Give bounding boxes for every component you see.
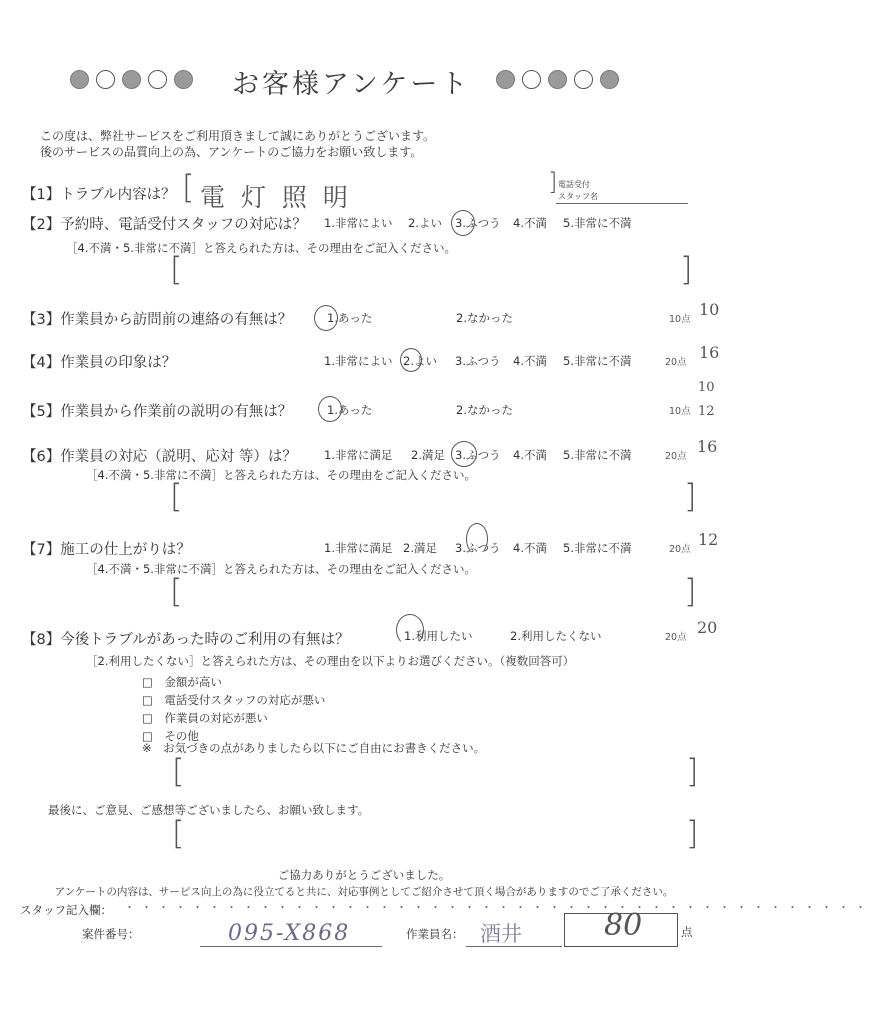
page-title: お客様アンケート — [232, 69, 471, 100]
q8-choice-4: □ その他 — [142, 729, 199, 743]
q4-option-4: 4.不満 — [513, 354, 547, 368]
staff-section-label: スタッフ記入欄： — [20, 903, 112, 917]
q6-option-5: 5.非常に不満 — [563, 448, 632, 462]
q8-bracket-left: [ — [172, 752, 185, 790]
closing-comment-prompt: 最後に、ご意見、ご感想等ございましたら、お願い致します。 — [48, 803, 370, 817]
q7-max-points: 20点 — [669, 544, 691, 555]
q6-option-1: 1.非常に満足 — [324, 448, 393, 462]
notice-message: アンケートの内容は、サービス向上の為に役立てると共に、対応事例としてご紹介させて頂く場合がありますのでご了承ください。 — [54, 886, 674, 898]
q8-max-points: 20点 — [665, 632, 687, 643]
q8-choice-1: □ 金額が高い — [142, 675, 222, 689]
q2-option-3: 3.ふつう — [455, 216, 501, 230]
q7-bracket-right: ] — [684, 572, 697, 610]
q2-option-5: 5.非常に不満 — [563, 216, 632, 230]
staff-label-2: スタッフ名 — [558, 192, 598, 201]
total-score-value: 80 — [604, 908, 643, 943]
right-decoration — [496, 70, 619, 89]
worker-name-label: 作業員名： — [406, 927, 464, 941]
q3-option-2: 2.なかった — [456, 311, 513, 325]
q4-option-1: 1.非常によい — [324, 354, 393, 368]
worker-name-underline — [466, 946, 562, 947]
q1-staff-line — [556, 203, 688, 204]
q4-score: 16 — [699, 343, 720, 362]
thanks-message: ご協力ありがとうございました。 — [277, 868, 451, 882]
q2-reason-prompt: ［4.不満・5.非常に不満］と答えられた方は、その理由をご記入ください。 — [66, 241, 456, 255]
q7-option-4: 4.不満 — [513, 541, 547, 555]
q7-label: 【7】施工の仕上がりは？ — [22, 542, 191, 558]
q6-bracket-right: ] — [684, 477, 697, 515]
q8-selection-circle — [396, 614, 424, 646]
q8-reason-prompt: ［2.利用したくない］と答えられた方は、その理由を以下よりお選びください。（複数回答可） — [86, 654, 575, 668]
q6-selection-circle — [451, 441, 477, 467]
q6-label: 【6】作業員の対応（説明、応対 等）は？ — [22, 449, 297, 465]
q6-option-3: 3.ふつう — [455, 448, 501, 462]
q8-score: 20 — [697, 618, 718, 637]
q3-label: 【3】作業員から訪問前の連絡の有無は？ — [22, 312, 293, 328]
q8-choice-2: □ 電話受付スタッフの対応が悪い — [142, 693, 326, 707]
q5-score-2: 12 — [698, 404, 715, 419]
case-number-label: 案件番号： — [82, 927, 140, 941]
case-number-value: 095-X868 — [228, 921, 351, 946]
q2-selection-circle — [451, 210, 475, 236]
q1-staff-bracket: ] — [548, 168, 558, 196]
intro-line-2: 後のサービスの品質向上の為、アンケートのご協力をお願い致します。 — [40, 145, 423, 159]
q4-max-points: 20点 — [665, 357, 687, 368]
q7-option-1: 1.非常に満足 — [324, 541, 393, 555]
q3-selection-circle — [314, 305, 338, 331]
q5-selection-circle — [318, 396, 342, 422]
q1-handwritten-answer: 電 灯 照 明 — [200, 183, 352, 212]
q2-option-2: 2.よい — [408, 216, 442, 230]
q4-selection-circle — [400, 348, 422, 372]
q6-bracket-left: [ — [170, 477, 183, 515]
q8-option-1: 1.利用したい — [404, 629, 473, 643]
q5-max-points: 10点 — [669, 406, 691, 417]
q7-selection-circle — [466, 523, 488, 555]
q6-score: 16 — [697, 437, 718, 456]
q4-option-2: 2.よい — [403, 354, 437, 368]
staff-dotted-line: ・・・・・・・・・・・・・・・・・・・・・・・・・・・・・・・・・・・・・・・・・・・・ — [124, 901, 872, 914]
total-score-unit: 点 — [681, 925, 693, 939]
q6-max-points: 20点 — [665, 451, 687, 462]
q2-bracket-right: ] — [680, 250, 693, 288]
case-number-underline — [200, 946, 382, 947]
q1-bracket: [ — [182, 168, 195, 206]
q8-label: 【8】今後トラブルがあった時のご利用の有無は？ — [22, 632, 350, 648]
intro-line-1: この度は、弊社サービスをご利用頂きまして誠にありがとうございます。 — [40, 129, 436, 143]
q7-option-3: 3.ふつう — [455, 541, 501, 555]
q2-option-1: 1.非常によい — [324, 216, 393, 230]
q7-option-5: 5.非常に不満 — [563, 541, 632, 555]
q8-bracket-right: ] — [686, 752, 699, 790]
closing-bracket-left: [ — [172, 814, 185, 852]
q4-option-5: 5.非常に不満 — [563, 354, 632, 368]
left-decoration — [70, 70, 193, 89]
q5-option-2: 2.なかった — [456, 403, 513, 417]
staff-label-1: 電話受付 — [558, 180, 590, 189]
q2-bracket-left: [ — [170, 250, 183, 288]
q3-score: 10 — [699, 300, 720, 319]
q7-reason-prompt: ［4.不満・5.非常に不満］と答えられた方は、その理由をご記入ください。 — [86, 562, 476, 576]
q2-option-4: 4.不満 — [513, 216, 547, 230]
q5-option-1: 1.あった — [327, 403, 373, 417]
worker-name-value: 酒井 — [480, 922, 522, 946]
q3-max-points: 10点 — [669, 314, 691, 325]
q7-option-2: 2.満足 — [403, 541, 437, 555]
q2-label: 【2】予約時、電話受付スタッフの対応は？ — [22, 217, 307, 233]
q3-option-1: 1.あった — [327, 311, 373, 325]
q4-label: 【4】作業員の印象は？ — [22, 355, 177, 371]
closing-bracket-right: ] — [686, 814, 699, 852]
q7-score: 12 — [698, 530, 719, 549]
q7-bracket-left: [ — [170, 572, 183, 610]
q5-score: 10 — [698, 380, 715, 395]
q8-choice-3: □ 作業員の対応が悪い — [142, 711, 268, 725]
q8-option-2: 2.利用したくない — [510, 629, 602, 643]
q6-option-4: 4.不満 — [513, 448, 547, 462]
q8-free-prompt: ※ お気づきの点がありましたら以下にご自由にお書きください。 — [142, 741, 486, 755]
q5-label: 【5】作業員から作業前の説明の有無は？ — [22, 404, 293, 420]
q4-option-3: 3.ふつう — [455, 354, 501, 368]
q6-reason-prompt: ［4.不満・5.非常に不満］と答えられた方は、その理由をご記入ください。 — [86, 468, 476, 482]
q1-label: 【1】トラブル内容は？ — [22, 187, 176, 203]
q6-option-2: 2.満足 — [411, 448, 445, 462]
